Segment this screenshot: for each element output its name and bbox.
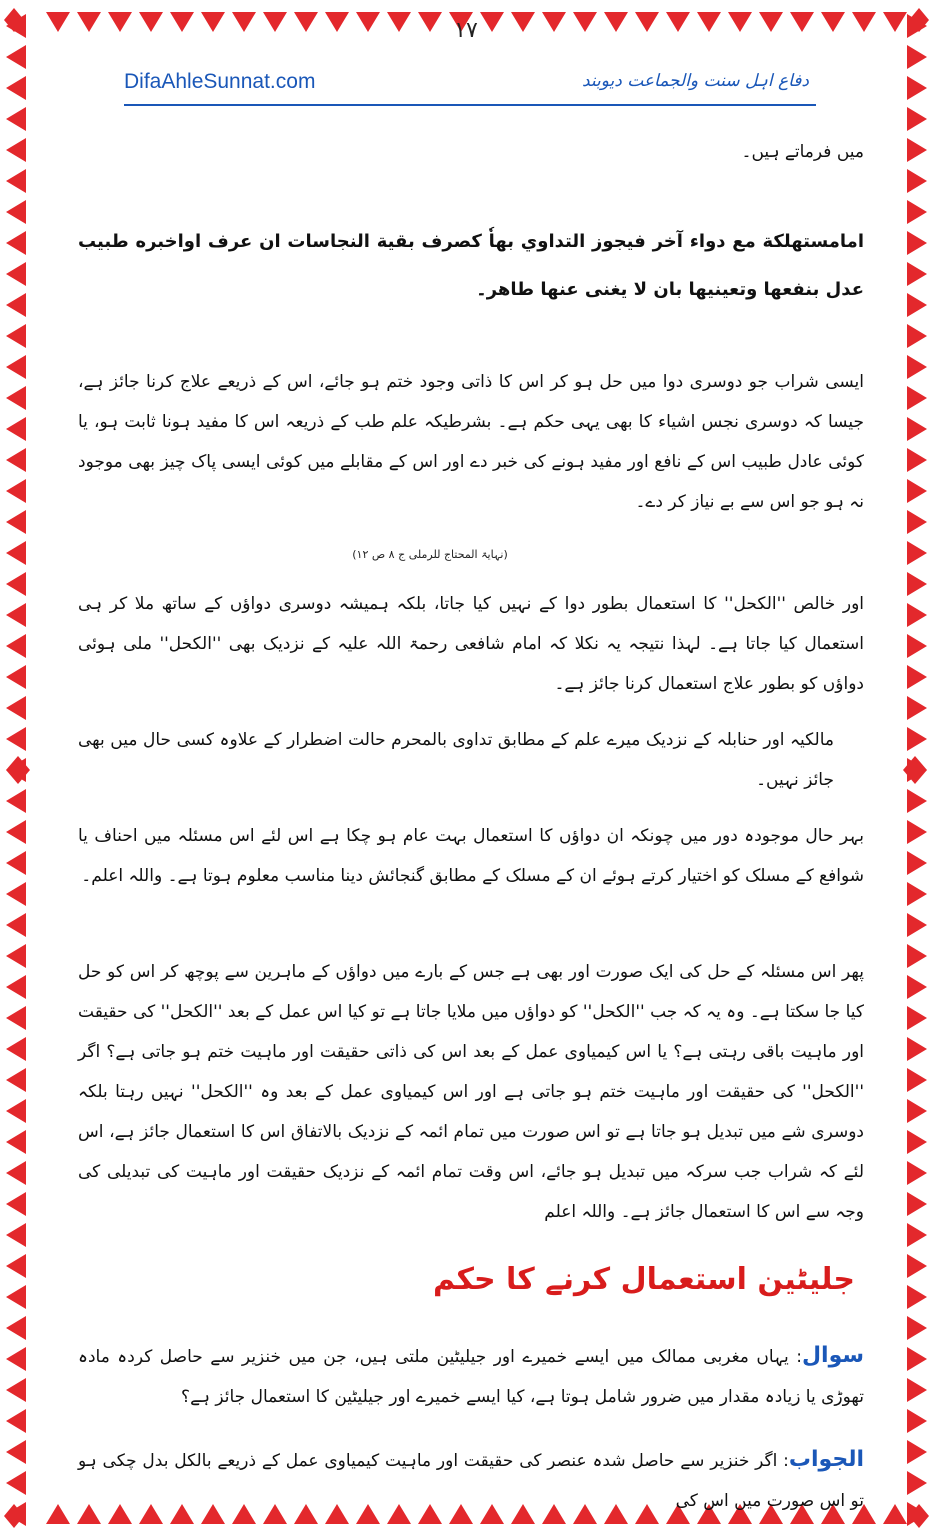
border-triangle: [907, 1130, 927, 1154]
border-triangle: [6, 665, 26, 689]
border-triangle: [6, 138, 26, 162]
border-triangle: [6, 262, 26, 286]
border-triangle: [907, 1409, 927, 1433]
border-triangle: [6, 727, 26, 751]
border-triangle: [6, 603, 26, 627]
border-triangle: [821, 12, 845, 32]
paragraph-3: مالکیہ اور حنابلہ کے نزدیک میرے علم کے مطابق تداوی بالمحرم حالت اضطرار کے علاوہ کسی حال میں بھی جائز نہیں۔: [78, 730, 834, 790]
border-triangle: [6, 324, 26, 348]
border-triangle: [907, 448, 927, 472]
paragraph-4: بہر حال موجودہ دور میں چونکہ ان دواؤں کا استعمال بہت عام ہو چکا ہے اس لئے اس مسئلہ میں احناف یا شوافع کے مسلک کو اختیار کرتے ہوئے ان کے مسلک کے مطابق گنجائش دینا مناسب معلوم ہوتا ہے۔ واللہ اعلم۔: [78, 826, 864, 886]
border-triangle: [907, 1006, 927, 1030]
border-triangle: [263, 12, 287, 32]
border-triangle: [201, 12, 225, 32]
border-triangle: [6, 1254, 26, 1278]
border-triangle: [907, 1316, 927, 1340]
border-triangle: [6, 1130, 26, 1154]
border-triangle: [6, 386, 26, 410]
border-triangle: [6, 1378, 26, 1402]
border-triangle: [907, 665, 927, 689]
border-triangle: [6, 355, 26, 379]
border-triangle: [573, 12, 597, 32]
border-triangle: [6, 1068, 26, 1092]
border-triangle: [907, 231, 927, 255]
border-triangle: [6, 851, 26, 875]
border-triangle: [108, 12, 132, 32]
border-triangle: [6, 882, 26, 906]
border-triangle: [907, 541, 927, 565]
border-triangle: [418, 12, 442, 32]
header-title: دفاع اہل سنت والجماعت دیوبند: [581, 71, 809, 91]
border-diamond: [6, 756, 30, 784]
paragraph-1: ایسی شراب جو دوسری دوا میں حل ہو کر اس کا ذاتی وجود ختم ہو جائے، اس کے ذریعے علاج کرنا جائز ہے، جیسا کہ دوسری نجس اشیاء کا بھی یہی حکم ہے۔ بشرطیکہ علم طب کے ذریعہ اس کا مفید ہونا ثابت ہو، یا کوئی عادل طبیب اس کے نافع اور مفید ہونے کی خبر دے اور اس کے مقابلے میں کوئی ایسی پاک چیز بھی موجود نہ ہو جو اس سے بے نیاز کر دے۔: [78, 372, 864, 512]
border-triangle: [604, 12, 628, 32]
border-triangle: [356, 12, 380, 32]
border-triangle: [907, 324, 927, 348]
border-triangle: [6, 510, 26, 534]
border-triangle: [907, 355, 927, 379]
border-triangle: [907, 107, 927, 131]
border-triangle: [6, 1409, 26, 1433]
border-triangle: [907, 1440, 927, 1464]
border-triangle: [907, 417, 927, 441]
border-triangle: [6, 1316, 26, 1340]
left-border: [0, 0, 40, 1536]
border-triangle: [6, 975, 26, 999]
border-triangle: [325, 12, 349, 32]
border-triangle: [6, 1037, 26, 1061]
border-triangle: [907, 603, 927, 627]
border-triangle: [907, 45, 927, 69]
site-url[interactable]: DifaAhleSunnat.com: [124, 70, 316, 93]
border-diamond: [903, 756, 927, 784]
border-triangle: [170, 12, 194, 32]
border-triangle: [907, 14, 927, 38]
border-triangle: [6, 14, 26, 38]
border-triangle: [6, 1471, 26, 1495]
border-triangle: [907, 510, 927, 534]
border-triangle: [666, 12, 690, 32]
border-triangle: [635, 12, 659, 32]
question-label: سوال: [801, 1343, 864, 1368]
border-triangle: [907, 1223, 927, 1247]
border-triangle: [907, 1347, 927, 1371]
paragraph-2: اور خالص ''الکحل'' کا استعمال بطور دوا کے نہیں کیا جاتا، بلکہ ہمیشہ دوسری دواؤں کے ساتھ ملا کر ہی استعمال کیا جاتا ہے۔ لہذا نتیجہ یہ نکلا کہ امام شافعی رحمۃ اللہ علیہ کے نزدیک بھی ''الکحل'' ملی ہوئی دواؤں کو بطور علاج استعمال کرنا جائز ہے۔: [78, 594, 864, 694]
border-triangle: [6, 1006, 26, 1030]
border-triangle: [6, 1440, 26, 1464]
section-heading: جلیٹین استعمال کرنے کا حکم: [432, 1262, 855, 1297]
border-triangle: [907, 696, 927, 720]
border-triangle: [6, 634, 26, 658]
border-triangle: [907, 820, 927, 844]
border-triangle: [907, 1471, 927, 1495]
border-triangle: [46, 12, 70, 32]
border-triangle: [907, 1068, 927, 1092]
border-triangle: [6, 169, 26, 193]
border-triangle: [6, 417, 26, 441]
right-border: [893, 0, 933, 1536]
border-triangle: [790, 12, 814, 32]
border-triangle: [907, 851, 927, 875]
border-triangle: [907, 1161, 927, 1185]
border-triangle: [6, 76, 26, 100]
border-triangle: [907, 1037, 927, 1061]
border-triangle: [728, 12, 752, 32]
arabic-quote: امامستهلكة مع دواء آخر فيجوز التداوي بهاٗ كصرف بقية النجاسات ان عرف اواخبره طبيب عدل بنفعها وتعينيها بان لا يغنى عنها طاهر۔: [78, 231, 864, 300]
border-triangle: [907, 975, 927, 999]
border-triangle: [697, 12, 721, 32]
border-triangle: [6, 479, 26, 503]
border-triangle: [907, 76, 927, 100]
border-triangle: [907, 1099, 927, 1123]
border-triangle: [6, 293, 26, 317]
answer-text: : اگر خنزیر سے حاصل شدہ عنصر کی حقیقت اور ماہیت کیمیاوی عمل کے ذریعے بالکل بدل چکی ہو تو اس صورت میں اس کی: [78, 1451, 864, 1511]
border-triangle: [907, 1502, 927, 1526]
border-triangle: [6, 944, 26, 968]
border-triangle: [907, 169, 927, 193]
border-triangle: [6, 1502, 26, 1526]
border-triangle: [6, 913, 26, 937]
border-triangle: [6, 1161, 26, 1185]
border-triangle: [6, 696, 26, 720]
border-triangle: [759, 12, 783, 32]
citation: (نہایۃ المحتاج للرملی ج ۸ ص ۱۲): [352, 548, 508, 561]
intro-line: میں فرماتے ہیں۔: [741, 142, 864, 162]
border-triangle: [6, 45, 26, 69]
border-triangle: [907, 1192, 927, 1216]
border-triangle: [77, 12, 101, 32]
border-triangle: [907, 200, 927, 224]
border-triangle: [139, 12, 163, 32]
border-triangle: [907, 634, 927, 658]
border-triangle: [907, 727, 927, 751]
border-triangle: [907, 138, 927, 162]
page-number: ۱۷: [454, 18, 478, 43]
border-triangle: [907, 1285, 927, 1309]
border-triangle: [907, 944, 927, 968]
border-triangle: [232, 12, 256, 32]
border-triangle: [907, 882, 927, 906]
border-triangle: [294, 12, 318, 32]
border-triangle: [907, 572, 927, 596]
border-triangle: [852, 12, 876, 32]
answer-block: [78, 1440, 864, 1521]
border-triangle: [907, 913, 927, 937]
question-text: : یہاں مغربی ممالک میں ایسے خمیرے اور جیلیٹین ملتی ہیں، جن میں خنزیر سے حاصل کردہ مادہ تھوڑی یا زیادہ مقدار میں ضرور شامل ہوتا ہے، کیا ایسے خمیرے اور جیلیٹین کا استعمال جائز ہے؟: [78, 1347, 864, 1407]
border-triangle: [6, 1285, 26, 1309]
border-triangle: [6, 572, 26, 596]
answer-label: الجواب: [788, 1447, 864, 1472]
border-triangle: [6, 820, 26, 844]
border-triangle: [907, 479, 927, 503]
border-triangles-left: [0, 0, 40, 1536]
border-triangle: [6, 231, 26, 255]
border-triangle: [907, 293, 927, 317]
border-triangle: [907, 789, 927, 813]
question-block: [78, 1336, 864, 1417]
border-triangle: [907, 262, 927, 286]
header-divider: [124, 104, 816, 106]
border-triangle: [6, 448, 26, 472]
border-triangle: [511, 12, 535, 32]
border-triangle: [6, 200, 26, 224]
paragraph-5: پھر اس مسئلہ کے حل کی ایک صورت اور بھی ہے جس کے بارے میں دواؤں کے ماہرین سے پوچھ کر اس کو حل کیا جا سکتا ہے۔ وہ یہ کہ جب ''الکحل'' کو دواؤں میں ملایا جاتا ہے تو کیا اس عمل کے بعد ''الکحل'' کی حقیقت اور ماہیت باقی رہتی ہے؟ یا اس کیمیاوی عمل کے بعد اس کی ذاتی حقیقت اور ماہیت ختم ہو جاتی ہے؟ اگر ''الکحل'' کی حقیقت اور ماہیت ختم ہو جاتی ہے اور اس کیمیاوی عمل کے بعد وہ ''الکحل'' نہیں رہتا بلکہ دوسری شے میں تبدیل ہو جاتا ہے تو اس صورت میں تمام ائمہ کے نزدیک بالاتفاق اس کا استعمال جائز ہے، اس لئے کہ شراب جب سرکہ میں تبدیل ہو جائے، اس وقت تمام ائمہ کے نزدیک حقیقت اور ماہیت کی تبدیلی کی وجہ سے اس کا استعمال جائز ہے۔ واللہ اعلم: [78, 962, 864, 1222]
border-triangle: [6, 1347, 26, 1371]
border-triangles-right: [893, 0, 933, 1536]
border-triangle: [6, 1192, 26, 1216]
border-triangle: [46, 1504, 70, 1524]
border-triangle: [907, 386, 927, 410]
border-triangle: [6, 1099, 26, 1123]
border-triangle: [6, 107, 26, 131]
border-triangle: [907, 1254, 927, 1278]
border-triangle: [6, 789, 26, 813]
border-triangle: [387, 12, 411, 32]
border-triangle: [6, 1223, 26, 1247]
border-triangle: [6, 541, 26, 565]
border-triangle: [542, 12, 566, 32]
border-triangle: [907, 1378, 927, 1402]
